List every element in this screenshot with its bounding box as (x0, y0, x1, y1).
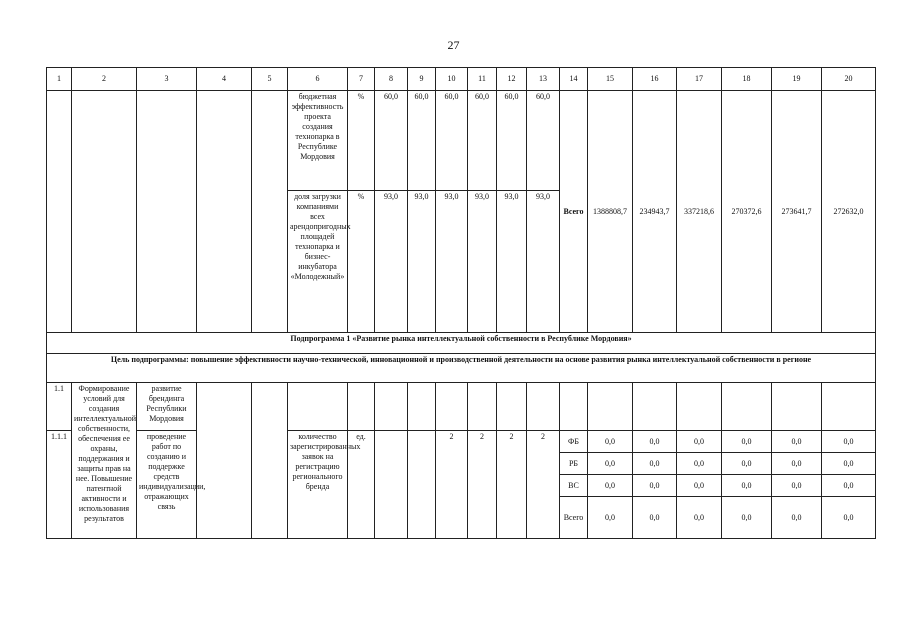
indicator-name: количество зарегистрированных заявок на регистрацию регионального бренда (288, 431, 348, 539)
total-value: 234943,7 (633, 91, 677, 333)
funding-source: ФБ (560, 431, 588, 453)
indicator-row (47, 91, 876, 191)
funding-source: РБ (560, 453, 588, 475)
indicator-value: 60,0 (375, 91, 408, 191)
indicator-value: 93,0 (408, 191, 436, 333)
funding-value: 0,0 (633, 475, 677, 497)
table-row (47, 383, 876, 431)
funding-source: ВС (560, 475, 588, 497)
col-header: 6 (288, 68, 348, 91)
funding-value: 0,0 (633, 453, 677, 475)
indicator-value: 2 (527, 431, 560, 539)
indicator-unit: % (348, 91, 375, 191)
total-value: 1388808,7 (588, 91, 633, 333)
col-header: 4 (197, 68, 252, 91)
col-header: 8 (375, 68, 408, 91)
col-header: 17 (677, 68, 722, 91)
indicator-value: 93,0 (497, 191, 527, 333)
funding-value: 0,0 (633, 431, 677, 453)
page-number: 27 (447, 38, 460, 52)
funding-value: 0,0 (677, 431, 722, 453)
funding-value: 0,0 (772, 497, 822, 539)
funding-value: 0,0 (677, 475, 722, 497)
col-header: 19 (772, 68, 822, 91)
funding-source: Всего (560, 497, 588, 539)
indicator-value: 93,0 (375, 191, 408, 333)
total-value: 273641,7 (772, 91, 822, 333)
indicator-unit: % (348, 191, 375, 333)
indicator-value (408, 431, 436, 539)
funding-value: 0,0 (677, 453, 722, 475)
funding-value: 0,0 (822, 431, 876, 453)
column-number-row (47, 68, 876, 91)
funding-value: 0,0 (588, 475, 633, 497)
funding-value: 0,0 (822, 497, 876, 539)
col-header: 10 (436, 68, 468, 91)
col-header: 11 (468, 68, 497, 91)
funding-value: 0,0 (722, 497, 772, 539)
indicator-name: бюджетная эффективность проекта создания технопарка в Республике Мордовия (288, 91, 348, 191)
funding-value: 0,0 (722, 475, 772, 497)
funding-value: 0,0 (722, 453, 772, 475)
col-header: 1 (47, 68, 72, 91)
indicator-value: 93,0 (527, 191, 560, 333)
subprogram-goal: Цель подпрограммы: повышение эффективности научно-технической, инновационной и производственной деятельности на основе развития рынка интеллектуальной собственности в регионе (47, 354, 876, 383)
col-header: 13 (527, 68, 560, 91)
indicator-value: 60,0 (408, 91, 436, 191)
indicator-value: 2 (468, 431, 497, 539)
indicator-value: 93,0 (468, 191, 497, 333)
subprogram-title: Подпрограмма 1 «Развитие рынка интеллектуальной собственности в Республике Мордовия» (47, 333, 876, 354)
funding-value: 0,0 (772, 453, 822, 475)
row-number: 1.1.1 (47, 431, 72, 539)
funding-value: 0,0 (588, 453, 633, 475)
indicator-unit: ед. (348, 431, 375, 539)
indicator-value: 60,0 (436, 91, 468, 191)
total-value: 272632,0 (822, 91, 876, 333)
col-header: 2 (72, 68, 137, 91)
funding-value: 0,0 (772, 431, 822, 453)
subprogram-title-row (47, 333, 876, 354)
indicator-value: 93,0 (436, 191, 468, 333)
total-value: 270372,6 (722, 91, 772, 333)
col-header: 3 (137, 68, 197, 91)
funding-value: 0,0 (677, 497, 722, 539)
indicator-value (375, 431, 408, 539)
funding-value: 0,0 (822, 453, 876, 475)
col-header: 12 (497, 68, 527, 91)
col-header: 15 (588, 68, 633, 91)
total-value: 337218,6 (677, 91, 722, 333)
funding-value: 0,0 (588, 497, 633, 539)
col-header: 5 (252, 68, 288, 91)
total-label: Всего (560, 91, 588, 333)
col-header: 14 (560, 68, 588, 91)
indicator-value: 2 (436, 431, 468, 539)
col-header: 9 (408, 68, 436, 91)
funding-value: 0,0 (822, 475, 876, 497)
funding-value: 0,0 (772, 475, 822, 497)
funding-value: 0,0 (588, 431, 633, 453)
event-description: проведение работ по созданию и поддержке средств индивидуализации, отражающих связь (137, 431, 197, 539)
table-row (47, 431, 876, 453)
funding-value: 0,0 (633, 497, 677, 539)
task-description: Формирование условий для создания интеллектуальной собственности, обеспечения ее охраны, поддержания и защиты прав на нее. Повышение патентной активности и использования результатов (72, 383, 137, 539)
indicator-value: 60,0 (497, 91, 527, 191)
funding-value: 0,0 (722, 431, 772, 453)
col-header: 16 (633, 68, 677, 91)
program-table (46, 67, 876, 539)
event-description: развитие брендинга Республики Мордовия (137, 383, 197, 431)
indicator-value: 60,0 (468, 91, 497, 191)
row-number: 1.1 (47, 383, 72, 431)
indicator-value: 2 (497, 431, 527, 539)
indicator-name: доля загрузки компаниями всех арендопригодных площадей технопарка и бизнес-инкубатора «Молодежный» (288, 191, 348, 333)
col-header: 7 (348, 68, 375, 91)
col-header: 18 (722, 68, 772, 91)
indicator-value: 60,0 (527, 91, 560, 191)
subprogram-goal-row (47, 354, 876, 383)
col-header: 20 (822, 68, 876, 91)
